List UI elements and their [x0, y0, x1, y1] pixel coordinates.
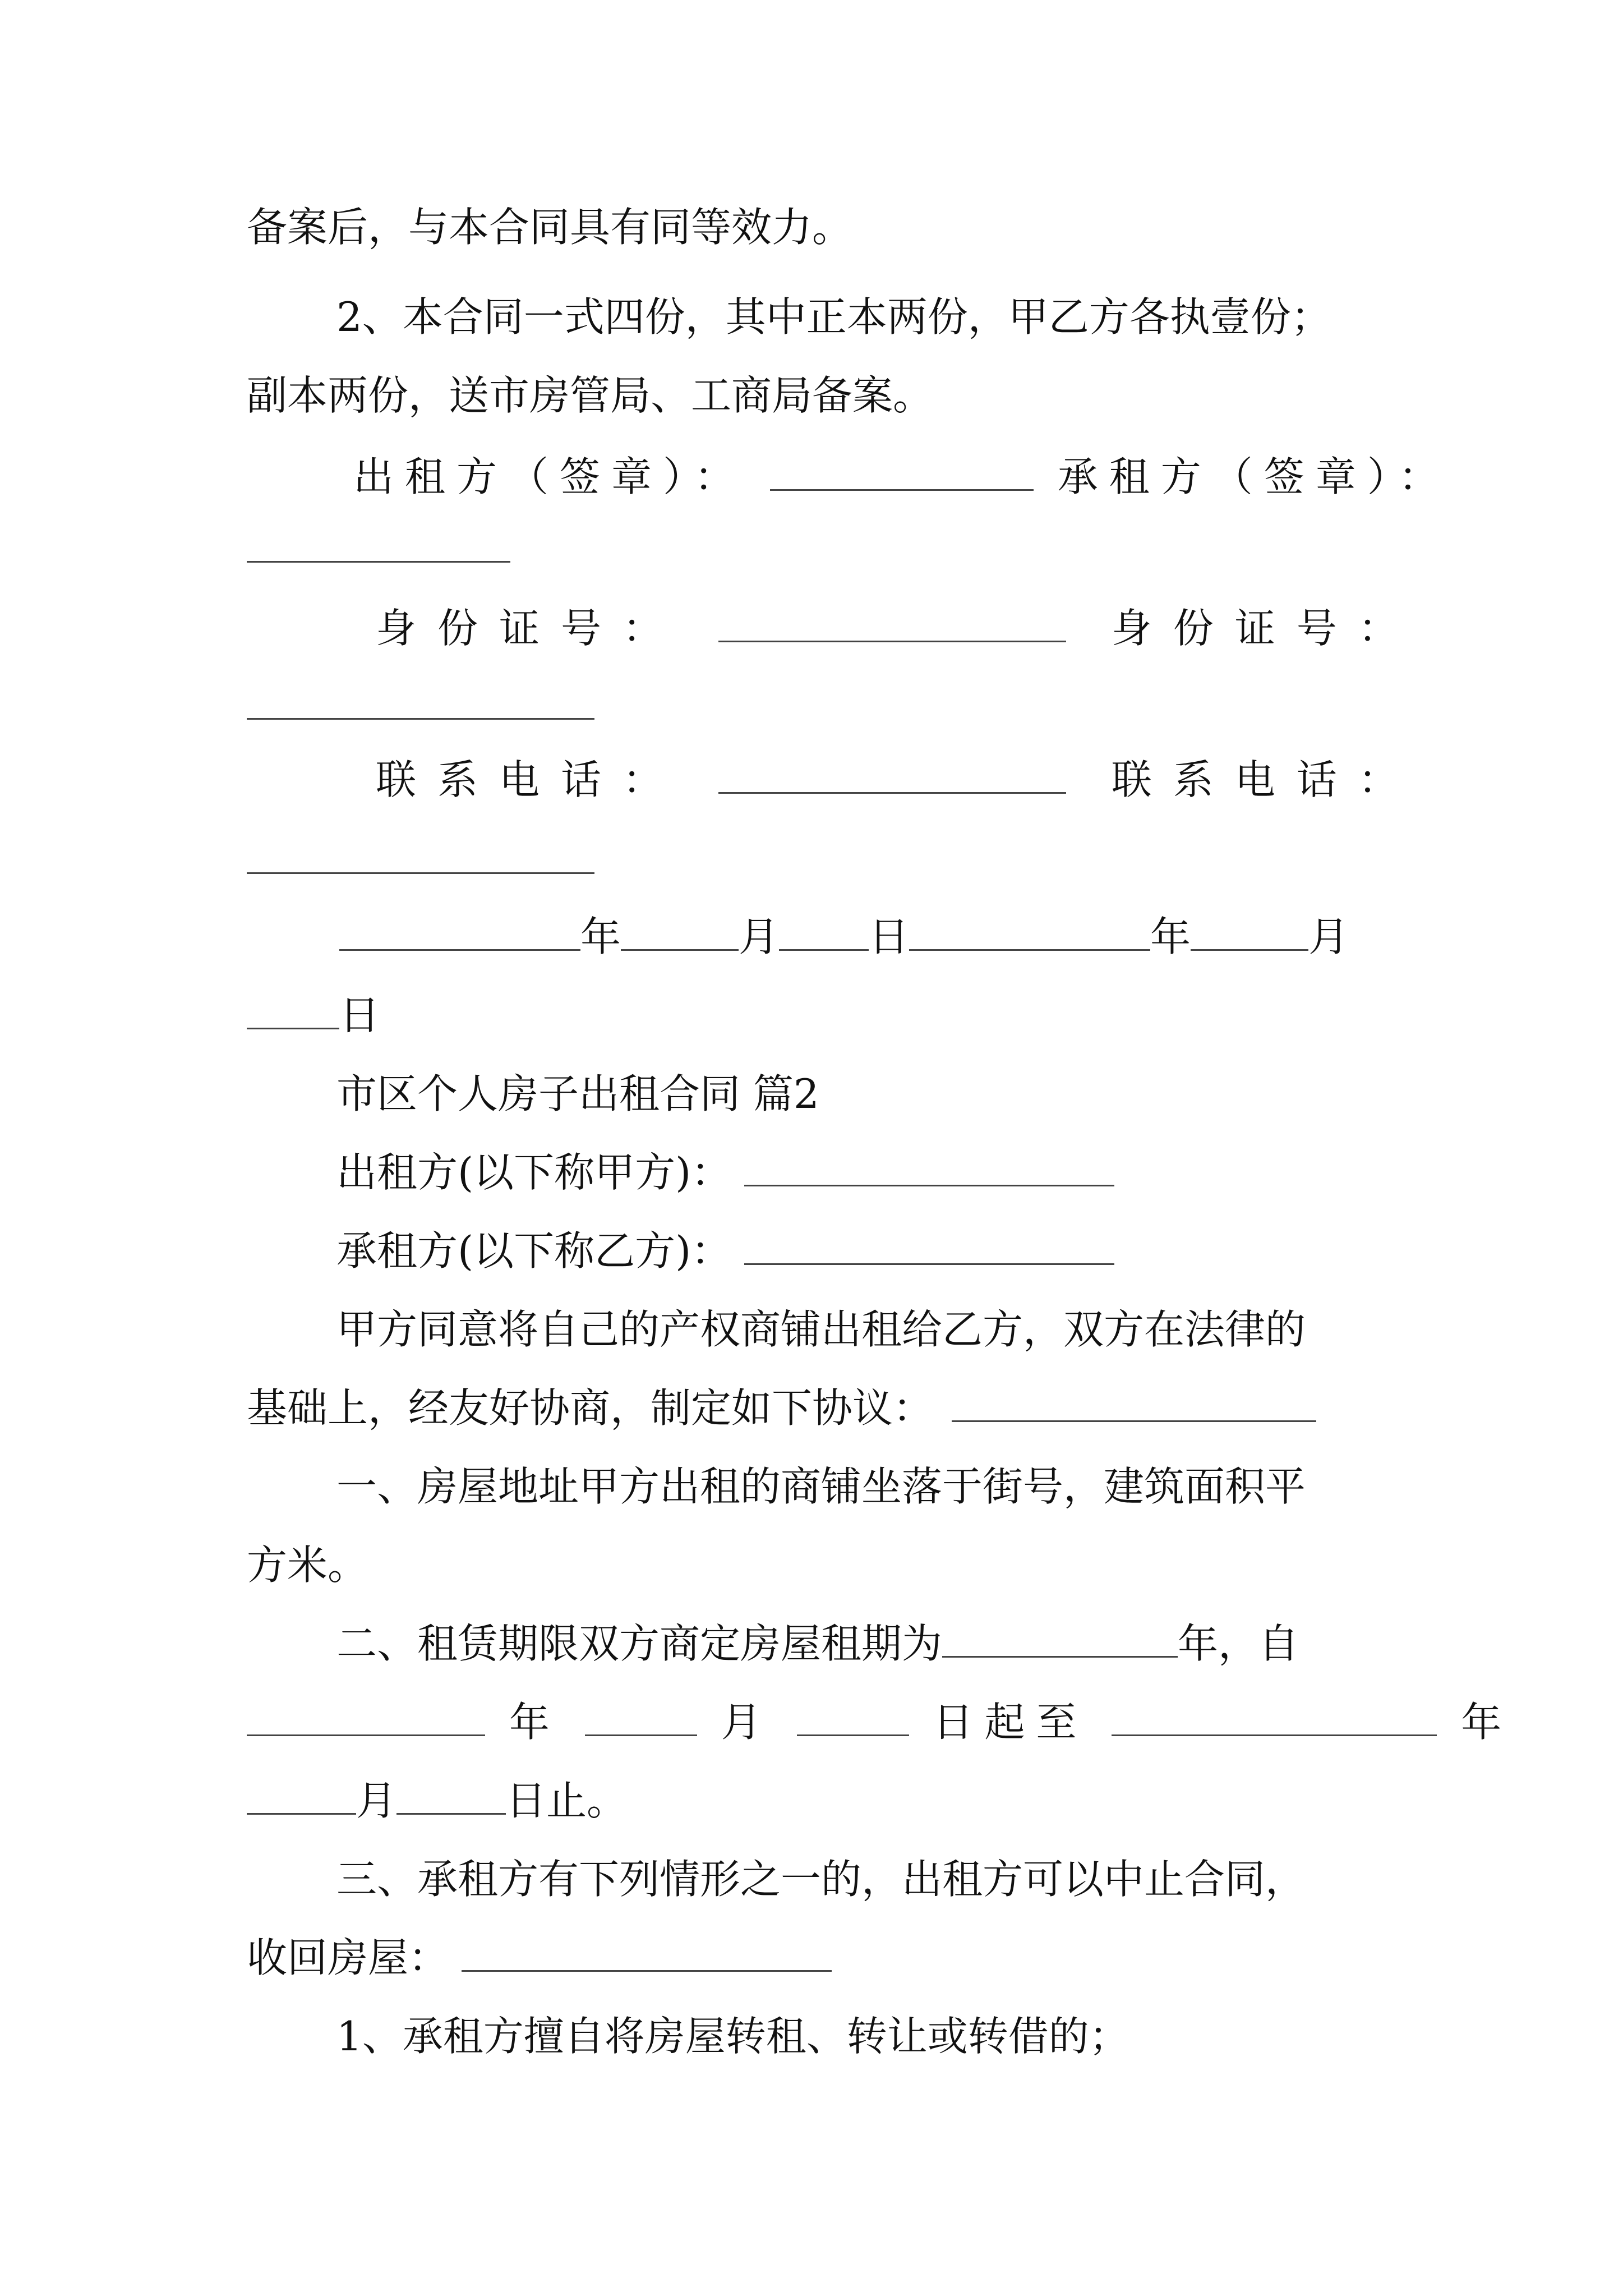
paragraph-copies-cont	[247, 362, 933, 429]
text: 二、租赁期限双方商定房屋租期为	[336, 1620, 943, 1667]
lessor-phone-label: 联系电话：	[376, 756, 685, 803]
clause-2-end	[247, 1767, 627, 1834]
clause-3-item-1	[336, 2003, 1129, 2070]
text: 备案后，与本合同具有同等效力。	[247, 204, 853, 251]
lessee-blank	[744, 1228, 1114, 1265]
date-row-cont	[247, 982, 380, 1049]
text: 一、房屋地址甲方出租的商铺坐落于街号，建筑面积平	[336, 1463, 1306, 1510]
date-row	[339, 903, 1349, 970]
date-blank	[797, 1700, 909, 1736]
text: 三、承租方有下列情形之一的，出租方可以中止合同，	[336, 1856, 1306, 1903]
paragraph-effect	[247, 194, 852, 261]
lessor-id-blank	[718, 606, 1066, 642]
heading-text: 市区个人房子出租合同 篇2	[336, 1070, 819, 1117]
paragraph-intro	[336, 1296, 1306, 1363]
text: 副本两份，送市房管局、工商局备案。	[247, 372, 934, 419]
lessee-row	[336, 1217, 1114, 1285]
text: 1、承租方擅自将房屋转租、转让或转借的；	[336, 2013, 1129, 2060]
text: 月	[721, 1699, 773, 1746]
date-blank	[1191, 914, 1308, 951]
intro-blank	[952, 1386, 1316, 1422]
date-blank	[339, 914, 580, 951]
date-blank	[396, 1778, 506, 1815]
lessee-label: 承租方(以下称乙方)：	[336, 1227, 732, 1274]
paragraph-copies	[336, 283, 1331, 351]
text: 日起至	[933, 1699, 1088, 1746]
lessor-signature-blank	[770, 454, 1034, 491]
text: 年，自	[1178, 1620, 1299, 1667]
date-blank	[909, 914, 1150, 951]
clause-1	[336, 1453, 1306, 1520]
text: 日	[339, 992, 380, 1039]
text: 年	[580, 913, 621, 960]
text: 年	[1150, 913, 1191, 960]
lessee-phone-blank	[247, 872, 594, 874]
lessee-id-blank	[247, 718, 594, 720]
text: 日	[869, 913, 910, 960]
text: 日止。	[506, 1777, 628, 1824]
text: 2、本合同一式四份，其中正本两份，甲乙方各执壹份；	[336, 293, 1331, 341]
text: 基础上，经友好协商，制定如下协议：	[247, 1384, 934, 1432]
date-blank	[621, 914, 739, 951]
text: 收回房屋：	[247, 1934, 449, 1981]
lessee-id-label: 身份证号：	[1111, 605, 1420, 652]
lessee-signature-label: 承租方（签章）：	[1057, 453, 1450, 500]
clause-3-blank	[462, 1935, 832, 1972]
lessor-blank	[744, 1150, 1114, 1186]
text: 月	[1308, 913, 1349, 960]
section-heading	[336, 1060, 819, 1128]
paragraph-intro-cont	[247, 1374, 1316, 1442]
date-blank	[779, 914, 869, 951]
text: 月	[739, 913, 780, 960]
clause-2	[336, 1610, 1299, 1677]
lessor-phone-blank	[718, 757, 1066, 794]
text: 方米。	[247, 1542, 368, 1589]
signature-row	[353, 443, 1450, 510]
lessor-signature-label: 出租方（签章）：	[353, 453, 746, 500]
lessee-phone-label: 联系电话：	[1111, 756, 1420, 803]
text: 年	[1461, 1699, 1513, 1746]
lessor-id-label: 身份证号：	[376, 605, 685, 652]
clause-2-cont	[247, 1688, 1513, 1756]
term-blank	[942, 1621, 1178, 1658]
lessee-signature-blank	[247, 561, 510, 563]
clause-1-cont	[247, 1531, 368, 1599]
id-row	[376, 595, 1420, 662]
text: 甲方同意将自己的产权商铺出租给乙方，双方在法律的	[336, 1306, 1306, 1353]
text: 月	[356, 1777, 397, 1824]
clause-3-cont	[247, 1924, 832, 1991]
text: 年	[509, 1699, 561, 1746]
lessor-row	[336, 1139, 1114, 1206]
clause-3	[336, 1846, 1306, 1913]
date-blank	[247, 1778, 356, 1815]
date-blank	[247, 993, 339, 1029]
date-blank	[1112, 1700, 1437, 1736]
date-blank	[585, 1700, 697, 1736]
date-blank	[247, 1700, 485, 1736]
lessor-label: 出租方(以下称甲方)：	[336, 1149, 732, 1196]
phone-row	[376, 746, 1420, 813]
